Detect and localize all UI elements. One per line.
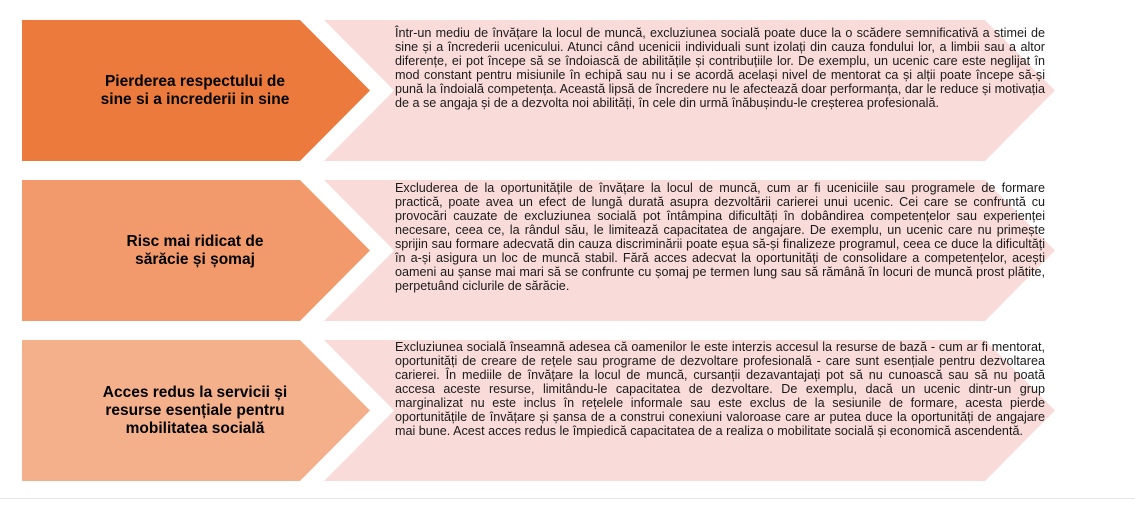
diagram-row-2 [0, 180, 1135, 321]
row-3-description: Excluziunea socială înseamnă adesea că oamenilor le este interzis accesul la resurse de bază - cum ar fi mentorat, oportunități de creare de rețele sau programe de dezvoltare profesională - care sunt esențiale pentru dezvoltarea carierei. În mediile de învățare la locul de muncă, cursanții dezavantajați pot să nu cunoască sau să nu poată accesa aceste resurse, limitându-le capacitatea de dezvoltare. De exemplu, dacă un ucenic dintr-un grup marginalizat nu este inclus în rețelele informale sau este exclus de la sesiunile de formare, acesta pierde oportunitățile de învățare și șansa de a construi conexiuni valoroase care ar putea duce la oportunități de angajare mai bune. Acest acces redus le împiedică capacitatea de a realiza o mobilitate socială și economică ascendentă. [395, 340, 1045, 438]
bottom-divider [0, 498, 1135, 499]
row-1-title: Pierderea respectului de sine si a increderii in sine [100, 72, 290, 108]
row-2-title: Risc mai ridicat de sărăcie și șomaj [126, 232, 264, 268]
row-3-title: Acces redus la servicii și resurse esențiale pentru mobilitatea socială [102, 383, 288, 437]
row-1-description: Într-un mediu de învățare la locul de muncă, excluziunea socială poate duce la o scădere semnificativă a stimei de sine și a încrederii ucenicului. Atunci când ucenicii individuali sunt izolați din cauza fondului lor, a limbii sau a altor diferențe, ei pot începe să se îndoiască de abilitățile și contribuțiile lor. De exemplu, un ucenic care este neglijat în mod constant pentru misiunile în echipă sau nu i se acordă același nivel de mentorat ca și alții poate începe să-și pună la îndoială competența. Această lipsă de încredere nu le afectează doar performanța, dar le reduce și motivația de a se angaja și de a dezvolta noi abilități, în cele din urmă înăbușindu-le creșterea profesională. [395, 26, 1045, 110]
diagram-row-1 [0, 20, 1135, 161]
diagram-row-3 [0, 340, 1135, 481]
row-2-description: Excluderea de la oportunitățile de învățare la locul de muncă, cum ar fi uceniciile sau programele de formare practică, poate avea un efect de lungă durată asupra dezvoltării carierei unui ucenic. Cei care se confruntă cu provocări cauzate de excluziunea socială pot întâmpina dificultăți în dobândirea competențelor sau experienței necesare, ceea ce, la rândul său, le limitează capacitatea de angajare. De exemplu, un ucenic care nu primește sprijin sau formare adecvată din cauza discriminării poate eșua să-și finalizeze programul, ceea ce duce la dificultăți în a-și asigura un loc de muncă stabil. Fără acces adecvat la oportunități de consolidare a competențelor, acești oameni au șanse mai mari să se confrunte cu șomaj pe termen lung sau să rămână în locuri de muncă prost plătite, perpetuând ciclurile de sărăcie. [395, 181, 1045, 293]
